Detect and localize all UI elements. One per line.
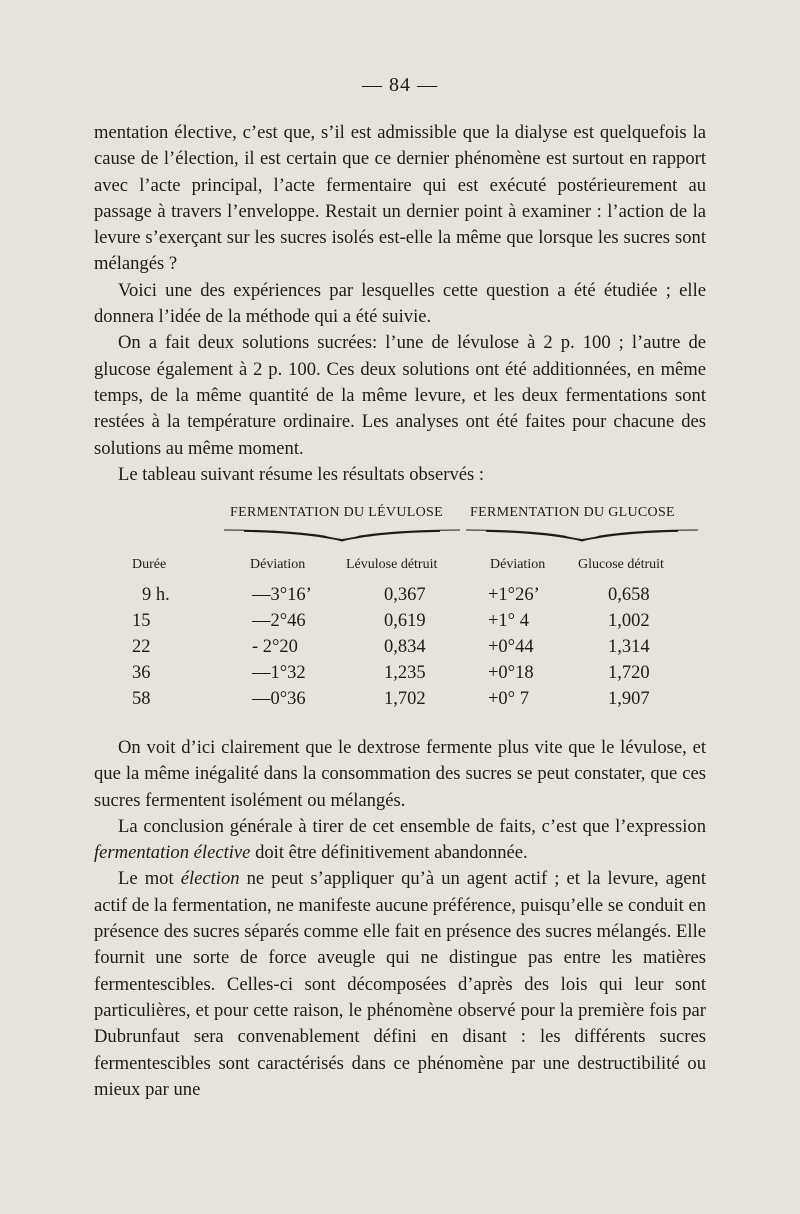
table-row	[94, 663, 706, 689]
cell-deviation-glucose: +1° 4	[488, 611, 529, 631]
table-row	[94, 689, 706, 715]
group-header-levulose: FERMENTATION DU LÉVULOSE	[230, 505, 443, 520]
paragraph-6-text-start: La conclusion générale à tirer de cet ensemble de faits, c’est que l’expression	[118, 815, 706, 837]
cell-glucose-detruit: 1,907	[608, 689, 650, 709]
table-row	[94, 637, 706, 663]
cell-levulose-detruit: 0,619	[384, 611, 426, 631]
paragraph-6-text-end: doit être définitivement abandonnée.	[250, 842, 528, 864]
paragraph-7	[94, 866, 706, 1103]
cell-deviation-glucose: +0° 7	[488, 689, 529, 709]
table-row	[94, 611, 706, 637]
paragraph-1: mentation élective, c’est que, s’il est admissible que la dialyse est quelquefois la cause de l’élection, il est certain que ce dernier phénomène est surtout en rapport avec l’acte principal, l’acte fermentaire qui est exécuté postérieurement au passage à travers l’enveloppe. Restait un dernier point à examiner : l’action de la levure s’exerçant sur les sucres isolés est-elle la même que lorsque les sucres sont mélangés ?	[94, 122, 706, 275]
col-header-levulose-detruit: Lévulose détruit	[346, 557, 438, 572]
group-header-glucose: FERMENTATION DU GLUCOSE	[470, 505, 675, 520]
cell-deviation-levulose: —3°16’	[252, 585, 312, 605]
cell-duree: 22	[132, 637, 151, 657]
brace-rule-glucose	[466, 527, 698, 543]
cell-deviation-levulose: —1°32	[252, 663, 306, 683]
brace-rule-levulose	[224, 527, 460, 543]
cell-deviation-glucose: +1°26’	[488, 585, 540, 605]
col-header-deviation-levulose: Déviation	[250, 557, 306, 572]
paragraph-2: Voici une des expériences par lesquelles cette question a été étudiée ; elle donnera l’idée de la méthode qui a été suivie.	[94, 279, 706, 328]
paragraph-4: Le tableau suivant résume les résultats observés :	[118, 463, 485, 485]
paragraph-7-text-end: ne peut s’appliquer qu’à un agent actif ; et la levure, agent actif de la fermentation, ne manifeste aucune préférence, puisqu’elle se conduit en présence des sucres séparés comme elle fait en présence des sucres mélangés. Elle fournit une sorte de force aveugle qui ne distingue pas entre les matières fermentescibles. Celles-ci sont décomposées d’après des lois qui leur sont particulières, et pour cette raison, le phénomène observé pour la première fois par Dubrunfaut sera convenablement défini en disant : les différents sucres fermentescibles sont caractérisés dans ce phénomène par une destructibilité ou mieux par une	[94, 868, 706, 1100]
cell-duree: 9 h.	[142, 585, 170, 605]
cell-deviation-levulose: —2°46	[252, 611, 306, 631]
paragraph-3: On a fait deux solutions sucrées: l’une de lévulose à 2 p. 100 ; l’autre de glucose également à 2 p. 100. Ces deux solutions ont été additionnées, en même temps, de la même quantité de la même levure, et les deux fermentations sont restées à la température ordinaire. Les analyses ont été faites pour chacune des solutions au même moment.	[94, 332, 706, 459]
page-number: — 84 —	[362, 74, 438, 96]
cell-duree: 36	[132, 663, 151, 683]
col-header-glucose-detruit: Glucose détruit	[578, 557, 664, 572]
cell-levulose-detruit: 1,235	[384, 663, 426, 683]
col-header-deviation-glucose: Déviation	[490, 557, 546, 572]
cell-glucose-detruit: 1,720	[608, 663, 650, 683]
text-after-table	[94, 735, 706, 1103]
cell-deviation-glucose: +0°44	[488, 637, 534, 657]
cell-duree: 15	[132, 611, 151, 631]
paragraph-5: On voit d’ici clairement que le dextrose fermente plus vite que le lévulose, et que la même inégalité dans la consommation des sucres se peut constater, que ces sucres fermentent isolément ou mélangés.	[94, 737, 706, 811]
paragraph-7-text-start: Le mot	[118, 868, 181, 890]
cell-glucose-detruit: 1,314	[608, 637, 650, 657]
col-header-duree: Durée	[132, 557, 167, 572]
paragraph-6-italic-term: fermentation élective	[94, 842, 251, 864]
paragraph-7-italic-term: élection	[180, 868, 240, 890]
cell-levulose-detruit: 1,702	[384, 689, 426, 709]
cell-levulose-detruit: 0,367	[384, 585, 426, 605]
text-before-table	[94, 120, 706, 488]
cell-deviation-levulose: —0°36	[252, 689, 306, 709]
table-row	[94, 585, 706, 611]
paragraph-6	[94, 814, 706, 867]
cell-glucose-detruit: 1,002	[608, 611, 650, 631]
cell-glucose-detruit: 0,658	[608, 585, 650, 605]
cell-levulose-detruit: 0,834	[384, 637, 426, 657]
cell-duree: 58	[132, 689, 151, 709]
cell-deviation-levulose: - 2°20	[252, 637, 298, 657]
cell-deviation-glucose: +0°18	[488, 663, 534, 683]
